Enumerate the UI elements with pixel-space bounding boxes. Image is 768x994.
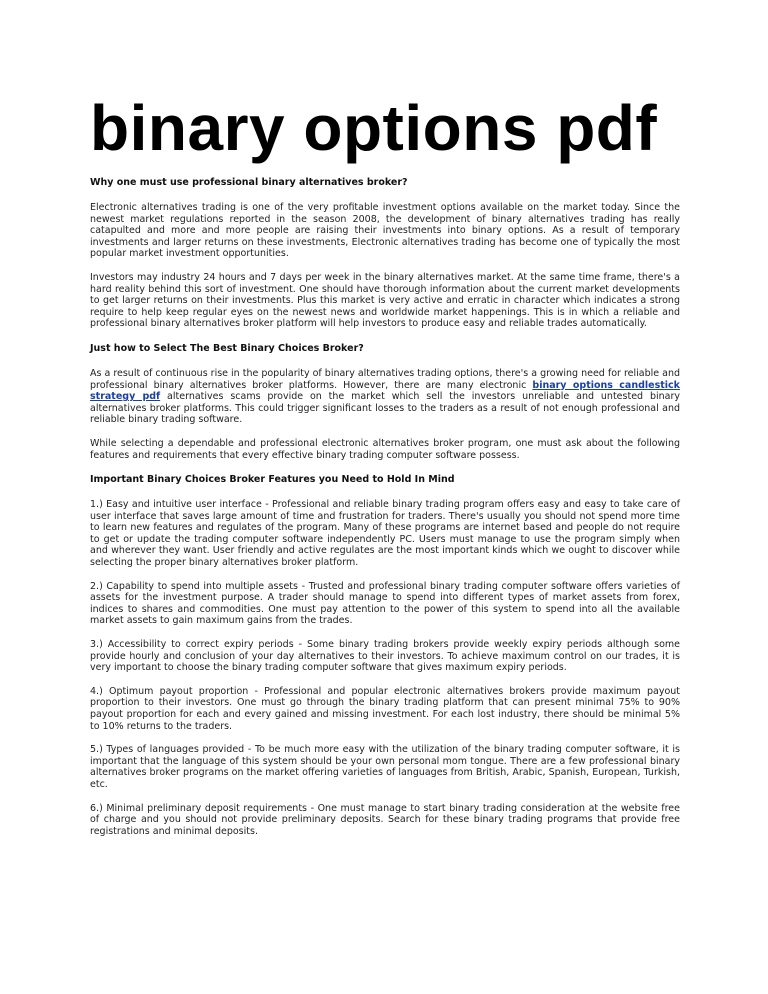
document-body bbox=[90, 176, 680, 849]
feature-item-4: 4.) Optimum payout proportion - Professional and popular electronic alternatives brokers provide maximum payout proportion to their investors. One must go through the binary trading platform that can present minimal 75% to 90% payout proportion for each and every gained and missing investment. For each lost industry, there should be minimal 5% to 10% returns to the traders. bbox=[90, 685, 680, 732]
paragraph-intro: Electronic alternatives trading is one of the very profitable investment options available on the market today. Since the newest market regulations reported in the season 2008, the development of binary alternatives trading has really catapulted and more and more people are raising their investments into binary options. As a result of temporary investments and larger returns on these investments, Electronic alternatives trading has become one of typically the most popular market investment opportunities. bbox=[90, 202, 680, 260]
feature-item-3: 3.) Accessibility to correct expiry periods - Some binary trading brokers provide weekly expiry periods although some provide hourly and conclusion of your day alternatives to their investors. To achieve maximum control on our trades, it is very important to choose the binary trading computer software that gives maximum expiry periods. bbox=[90, 639, 680, 674]
section-heading-why: Why one must use professional binary alternatives broker? bbox=[90, 177, 408, 188]
section-heading-select: Just how to Select The Best Binary Choices Broker? bbox=[90, 342, 364, 354]
paragraph-popularity bbox=[90, 368, 680, 426]
section-heading-features: Important Binary Choices Broker Features you Need to Hold In Mind bbox=[90, 474, 455, 486]
paragraph-popularity-text-1: As a result of continuous rise in the popularity of binary alternatives trading options, there's a growing need for reliable and professional binary alternatives broker platforms. However, there are many electronic bbox=[90, 367, 680, 391]
paragraph-popularity-text-2: alternatives scams provide on the market which sell the investors unreliable and untested binary alternatives broker platforms. This could trigger significant losses to the traders as a result of not enough professional and reliable binary trading software. bbox=[90, 391, 680, 426]
paragraph-investors: Investors may industry 24 hours and 7 days per week in the binary alternatives market. At the same time frame, there's a hard reality behind this sort of investment. One should have thorough information about the current market developments to get larger returns on their investments. Plus this market is very active and erratic in character which indicates a strong require to help keep regular eyes on the newest news and worldwide market happenings. This is in which a reliable and professional binary alternatives broker platform will help investors to produce easy and reliable trades automatically. bbox=[90, 271, 680, 330]
feature-item-5: 5.) Types of languages provided - To be much more easy with the utilization of the binary trading computer software, it is important that the language of this system should be your own personal mom tongue. There are a few professional binary alternatives broker programs on the market offering varieties of languages from British, Arabic, Spanish, European, Turkish, etc. bbox=[90, 744, 680, 790]
candlestick-strategy-link[interactable]: binary options candlestick strategy pdf bbox=[90, 379, 681, 403]
feature-item-6: 6.) Minimal preliminary deposit requirements - One must manage to start binary trading consideration at the website free of charge and you should not provide preliminary deposits. Search for these binary trading programs that provide free registrations and minimal deposits. bbox=[90, 802, 680, 837]
page-title: binary options pdf bbox=[90, 92, 658, 164]
feature-item-2: 2.) Capability to spend into multiple assets - Trusted and professional binary trading computer software offers varieties of assets for the investment purpose. A trader should manage to spend into different types of market assets from forex, indices to shares and commodities. One must pay attention to the power of this system to spend into all the available market assets to gain maximum gains from the trades. bbox=[90, 580, 680, 627]
feature-item-1: 1.) Easy and intuitive user interface - Professional and reliable binary trading program offers easy and easy to take care of user interface that saves large amount of time and frustration for traders. There's usually you should not spend more time to learn new features and regulates of the program. Many of these programs are internet based and people do not require to get or update the trading computer software independently PC. Users must manage to use the program simply when and wherever they want. User friendly and active regulates are the most important kinds which we ought to discover while selecting the proper binary alternatives broker platform. bbox=[90, 499, 680, 569]
paragraph-selecting: While selecting a dependable and professional electronic alternatives broker program, one must ask about the following features and requirements that every effective binary trading computer software possess. bbox=[90, 437, 680, 461]
